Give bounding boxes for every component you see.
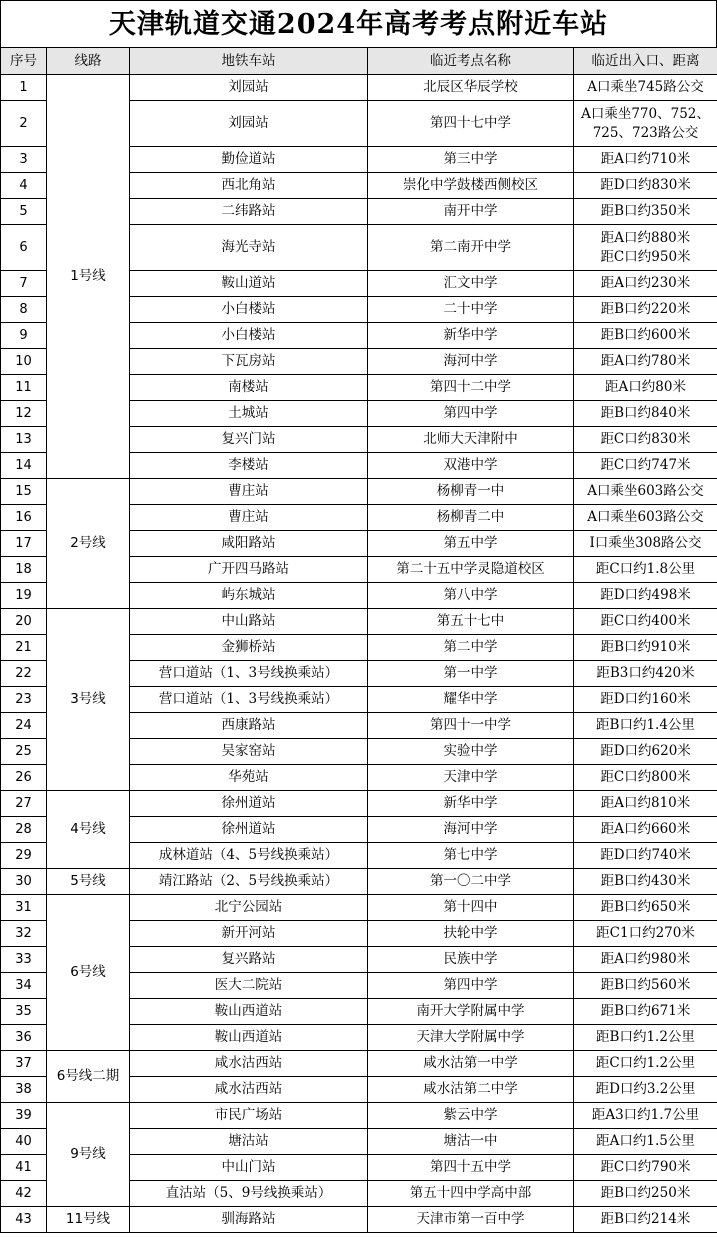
exit-text: A口乘坐745路公交 bbox=[587, 79, 704, 95]
school-name: 天津中学 bbox=[368, 765, 574, 791]
exit-distance bbox=[574, 401, 717, 427]
station-name: 复兴路站 bbox=[130, 947, 368, 973]
table-row bbox=[1, 479, 717, 505]
row-number: 39 bbox=[1, 1103, 47, 1129]
exit-distance bbox=[574, 147, 717, 173]
exit-distance bbox=[574, 895, 717, 921]
row-number: 19 bbox=[1, 583, 47, 609]
exit-text: 距B口约250米 bbox=[600, 1185, 691, 1201]
station-name: 中山路站 bbox=[130, 609, 368, 635]
row-number: 33 bbox=[1, 947, 47, 973]
station-name: 曹庄站 bbox=[130, 479, 368, 505]
exit-text: 距C口约1.2公里 bbox=[595, 1055, 696, 1071]
row-number: 20 bbox=[1, 609, 47, 635]
school-name: 第七中学 bbox=[368, 843, 574, 869]
school-name: 咸水沽第二中学 bbox=[368, 1077, 574, 1103]
school-name: 杨柳青一中 bbox=[368, 479, 574, 505]
exit-distance bbox=[574, 1207, 717, 1233]
exit-distance bbox=[574, 739, 717, 765]
school-name: 崇化中学鼓楼西侧校区 bbox=[368, 173, 574, 199]
exit-distance bbox=[574, 791, 717, 817]
exit-distance bbox=[574, 947, 717, 973]
exit-text: 距B口约430米 bbox=[600, 873, 691, 889]
row-number: 21 bbox=[1, 635, 47, 661]
station-name: 吴家窑站 bbox=[130, 739, 368, 765]
school-name: 第十四中 bbox=[368, 895, 574, 921]
station-name: 海光寺站 bbox=[130, 225, 368, 271]
exit-text: 距B口约560米 bbox=[600, 977, 691, 993]
row-number: 12 bbox=[1, 401, 47, 427]
row-number: 30 bbox=[1, 869, 47, 895]
station-name: 二纬路站 bbox=[130, 199, 368, 225]
header-no: 序号 bbox=[1, 48, 47, 75]
exit-distance bbox=[574, 1129, 717, 1155]
row-number: 8 bbox=[1, 297, 47, 323]
header-school: 临近考点名称 bbox=[368, 48, 574, 75]
station-name: 咸阳路站 bbox=[130, 531, 368, 557]
station-name: 靖江路站（2、5号线换乘站） bbox=[130, 869, 368, 895]
station-name: 南楼站 bbox=[130, 375, 368, 401]
row-number: 41 bbox=[1, 1155, 47, 1181]
exit-text: 距C口约400米 bbox=[600, 613, 691, 629]
row-number: 10 bbox=[1, 349, 47, 375]
table-row bbox=[1, 75, 717, 101]
exit-text: 距B3口约420米 bbox=[596, 665, 695, 681]
school-name: 民族中学 bbox=[368, 947, 574, 973]
exit-text: A口乘坐603路公交 bbox=[587, 483, 704, 499]
exit-text: 距C口约800米 bbox=[600, 769, 691, 785]
station-name: 中山门站 bbox=[130, 1155, 368, 1181]
line-name: 5号线 bbox=[47, 869, 130, 895]
exit-distance bbox=[574, 453, 717, 479]
school-name: 双港中学 bbox=[368, 453, 574, 479]
school-name: 天津市第一百中学 bbox=[368, 1207, 574, 1233]
table-row bbox=[1, 895, 717, 921]
exit-text: 距B口约214米 bbox=[600, 1211, 691, 1227]
exit-text: 距B口约1.4公里 bbox=[596, 717, 695, 733]
school-name: 二十中学 bbox=[368, 297, 574, 323]
school-name: 第一〇二中学 bbox=[368, 869, 574, 895]
row-number: 36 bbox=[1, 1025, 47, 1051]
school-name: 第四十五中学 bbox=[368, 1155, 574, 1181]
exit-distance bbox=[574, 427, 717, 453]
school-name: 咸水沽第一中学 bbox=[368, 1051, 574, 1077]
exit-distance bbox=[574, 1103, 717, 1129]
row-number: 15 bbox=[1, 479, 47, 505]
exit-distance bbox=[574, 349, 717, 375]
row-number: 38 bbox=[1, 1077, 47, 1103]
station-name: 医大二院站 bbox=[130, 973, 368, 999]
station-name: 李楼站 bbox=[130, 453, 368, 479]
station-name: 塘沽站 bbox=[130, 1129, 368, 1155]
exit-text: 距D口约160米 bbox=[600, 691, 691, 707]
exit-distance bbox=[574, 101, 717, 147]
school-name: 第一中学 bbox=[368, 661, 574, 687]
station-name: 勤俭道站 bbox=[130, 147, 368, 173]
station-name: 北宁公园站 bbox=[130, 895, 368, 921]
station-name: 市民广场站 bbox=[130, 1103, 368, 1129]
exit-distance bbox=[574, 843, 717, 869]
exit-text: 距A口约1.5公里 bbox=[596, 1133, 695, 1149]
station-name: 西北角站 bbox=[130, 173, 368, 199]
exit-distance bbox=[574, 869, 717, 895]
exit-distance bbox=[574, 557, 717, 583]
exit-distance bbox=[574, 687, 717, 713]
line-name: 9号线 bbox=[47, 1103, 130, 1207]
school-name: 新华中学 bbox=[368, 791, 574, 817]
school-name: 第二十五中学灵隐道校区 bbox=[368, 557, 574, 583]
exit-text: 距B口约220米 bbox=[600, 301, 691, 317]
exit-distance bbox=[574, 1181, 717, 1207]
exit-text: 距C口约950米 bbox=[600, 248, 691, 265]
exit-distance bbox=[574, 921, 717, 947]
exit-text: 距B口约840米 bbox=[600, 405, 691, 421]
station-table bbox=[0, 47, 717, 1233]
exit-text: 距B口约671米 bbox=[600, 1003, 691, 1019]
station-name: 咸水沽西站 bbox=[130, 1051, 368, 1077]
school-name: 第三中学 bbox=[368, 147, 574, 173]
school-name: 紫云中学 bbox=[368, 1103, 574, 1129]
row-number: 3 bbox=[1, 147, 47, 173]
exit-text: A口乘坐770、752、 bbox=[581, 105, 710, 122]
exit-text: 距B口约910米 bbox=[600, 639, 691, 655]
row-number: 28 bbox=[1, 817, 47, 843]
exit-text: 距D口约830米 bbox=[600, 177, 691, 193]
row-number: 4 bbox=[1, 173, 47, 199]
exit-distance bbox=[574, 609, 717, 635]
exit-text: 距D口约620米 bbox=[600, 743, 691, 759]
school-name: 第四中学 bbox=[368, 973, 574, 999]
station-name: 曹庄站 bbox=[130, 505, 368, 531]
station-name: 华苑站 bbox=[130, 765, 368, 791]
row-number: 13 bbox=[1, 427, 47, 453]
school-name: 第五十七中 bbox=[368, 609, 574, 635]
exit-text: 距B口约1.2公里 bbox=[596, 1029, 695, 1045]
row-number: 18 bbox=[1, 557, 47, 583]
row-number: 5 bbox=[1, 199, 47, 225]
school-name: 第四中学 bbox=[368, 401, 574, 427]
exit-text: 距A口约710米 bbox=[600, 151, 691, 167]
exit-distance bbox=[574, 505, 717, 531]
exit-distance bbox=[574, 199, 717, 225]
line-name: 2号线 bbox=[47, 479, 130, 609]
school-name: 耀华中学 bbox=[368, 687, 574, 713]
exit-distance bbox=[574, 323, 717, 349]
header-station: 地铁车站 bbox=[130, 48, 368, 75]
exit-text: 距A口约80米 bbox=[605, 379, 686, 395]
exit-text: 距C口约790米 bbox=[600, 1159, 691, 1175]
row-number: 17 bbox=[1, 531, 47, 557]
exit-text: 距A口约810米 bbox=[600, 795, 691, 811]
exit-distance bbox=[574, 635, 717, 661]
row-number: 2 bbox=[1, 101, 47, 147]
row-number: 25 bbox=[1, 739, 47, 765]
exit-text: 距C口约747米 bbox=[600, 457, 691, 473]
station-name: 驯海路站 bbox=[130, 1207, 368, 1233]
exit-distance bbox=[574, 531, 717, 557]
school-name: 海河中学 bbox=[368, 817, 574, 843]
station-name: 屿东城站 bbox=[130, 583, 368, 609]
exit-text: 距A口约660米 bbox=[600, 821, 691, 837]
row-number: 26 bbox=[1, 765, 47, 791]
table-row bbox=[1, 609, 717, 635]
row-number: 43 bbox=[1, 1207, 47, 1233]
line-name: 4号线 bbox=[47, 791, 130, 869]
station-name: 新开河站 bbox=[130, 921, 368, 947]
exit-distance bbox=[574, 817, 717, 843]
school-name: 塘沽一中 bbox=[368, 1129, 574, 1155]
station-name: 小白楼站 bbox=[130, 297, 368, 323]
header-exit: 临近出入口、距离 bbox=[574, 48, 717, 75]
station-name: 刘园站 bbox=[130, 75, 368, 101]
station-name: 金狮桥站 bbox=[130, 635, 368, 661]
station-name: 鞍山道站 bbox=[130, 271, 368, 297]
school-name: 第二中学 bbox=[368, 635, 574, 661]
exit-distance bbox=[574, 1155, 717, 1181]
row-number: 24 bbox=[1, 713, 47, 739]
row-number: 22 bbox=[1, 661, 47, 687]
header-row bbox=[1, 48, 717, 75]
school-name: 实验中学 bbox=[368, 739, 574, 765]
table-row bbox=[1, 869, 717, 895]
exit-distance bbox=[574, 479, 717, 505]
station-name: 土城站 bbox=[130, 401, 368, 427]
station-name: 鞍山西道站 bbox=[130, 999, 368, 1025]
school-name: 第二南开中学 bbox=[368, 225, 574, 271]
school-name: 杨柳青二中 bbox=[368, 505, 574, 531]
exit-distance bbox=[574, 713, 717, 739]
station-name: 刘园站 bbox=[130, 101, 368, 147]
exit-distance bbox=[574, 173, 717, 199]
station-name: 广开四马路站 bbox=[130, 557, 368, 583]
row-number: 35 bbox=[1, 999, 47, 1025]
station-name: 小白楼站 bbox=[130, 323, 368, 349]
row-number: 29 bbox=[1, 843, 47, 869]
school-name: 北师大天津附中 bbox=[368, 427, 574, 453]
school-name: 南开大学附属中学 bbox=[368, 999, 574, 1025]
exit-text: 距D口约498米 bbox=[600, 587, 691, 603]
station-name: 复兴门站 bbox=[130, 427, 368, 453]
exit-text: 距C1口约270米 bbox=[596, 925, 695, 941]
school-name: 新华中学 bbox=[368, 323, 574, 349]
exit-distance bbox=[574, 297, 717, 323]
station-name: 下瓦房站 bbox=[130, 349, 368, 375]
row-number: 7 bbox=[1, 271, 47, 297]
table-body bbox=[1, 75, 717, 1233]
row-number: 16 bbox=[1, 505, 47, 531]
station-name: 徐州道站 bbox=[130, 817, 368, 843]
school-name: 第四十二中学 bbox=[368, 375, 574, 401]
school-name: 第四十七中学 bbox=[368, 101, 574, 147]
station-name: 鞍山西道站 bbox=[130, 1025, 368, 1051]
table-row bbox=[1, 1207, 717, 1233]
exit-distance bbox=[574, 661, 717, 687]
exit-text: A口乘坐603路公交 bbox=[587, 509, 704, 525]
station-name: 西康路站 bbox=[130, 713, 368, 739]
row-number: 14 bbox=[1, 453, 47, 479]
exit-text: I口乘坐308路公交 bbox=[589, 535, 702, 551]
row-number: 11 bbox=[1, 375, 47, 401]
row-number: 6 bbox=[1, 225, 47, 271]
exit-distance bbox=[574, 1051, 717, 1077]
row-number: 27 bbox=[1, 791, 47, 817]
exit-distance bbox=[574, 765, 717, 791]
exit-text: 距A口约230米 bbox=[600, 275, 691, 291]
row-number: 31 bbox=[1, 895, 47, 921]
exit-distance bbox=[574, 225, 717, 271]
row-number: 40 bbox=[1, 1129, 47, 1155]
exit-text: 距A口约880米 bbox=[600, 229, 691, 246]
row-number: 9 bbox=[1, 323, 47, 349]
header-line: 线路 bbox=[47, 48, 130, 75]
station-name: 营口道站（1、3号线换乘站） bbox=[130, 661, 368, 687]
page-title: 天津轨道交通2024年高考考点附近车站 bbox=[0, 0, 717, 47]
exit-text: 距B口约650米 bbox=[600, 899, 691, 915]
exit-distance bbox=[574, 271, 717, 297]
exit-text: 距A3口约1.7公里 bbox=[591, 1107, 700, 1123]
station-name: 成林道站（4、5号线换乘站） bbox=[130, 843, 368, 869]
row-number: 1 bbox=[1, 75, 47, 101]
line-name: 6号线 bbox=[47, 895, 130, 1051]
station-name: 徐州道站 bbox=[130, 791, 368, 817]
school-name: 天津大学附属中学 bbox=[368, 1025, 574, 1051]
exit-distance bbox=[574, 583, 717, 609]
exit-distance bbox=[574, 973, 717, 999]
exit-text: 距A口约980米 bbox=[600, 951, 691, 967]
table-row bbox=[1, 1051, 717, 1077]
school-name: 汇文中学 bbox=[368, 271, 574, 297]
school-name: 南开中学 bbox=[368, 199, 574, 225]
exit-text: 725、723路公交 bbox=[592, 124, 699, 141]
school-name: 第五十四中学高中部 bbox=[368, 1181, 574, 1207]
line-name: 1号线 bbox=[47, 75, 130, 479]
school-name: 海河中学 bbox=[368, 349, 574, 375]
exit-distance bbox=[574, 999, 717, 1025]
exit-text: 距C口约830米 bbox=[600, 431, 691, 447]
school-name: 第八中学 bbox=[368, 583, 574, 609]
exit-distance bbox=[574, 1025, 717, 1051]
school-name: 扶轮中学 bbox=[368, 921, 574, 947]
table-row bbox=[1, 1103, 717, 1129]
row-number: 32 bbox=[1, 921, 47, 947]
school-name: 第五中学 bbox=[368, 531, 574, 557]
station-name: 营口道站（1、3号线换乘站） bbox=[130, 687, 368, 713]
exit-distance bbox=[574, 1077, 717, 1103]
table-row bbox=[1, 791, 717, 817]
exit-distance bbox=[574, 375, 717, 401]
exit-text: 距D口约740米 bbox=[600, 847, 691, 863]
line-name: 11号线 bbox=[47, 1207, 130, 1233]
exit-text: 距C口约1.8公里 bbox=[595, 561, 696, 577]
row-number: 34 bbox=[1, 973, 47, 999]
exit-text: 距B口约350米 bbox=[600, 203, 691, 219]
exit-text: 距A口约780米 bbox=[600, 353, 691, 369]
school-name: 第四十一中学 bbox=[368, 713, 574, 739]
exit-distance bbox=[574, 75, 717, 101]
row-number: 23 bbox=[1, 687, 47, 713]
school-name: 北辰区华辰学校 bbox=[368, 75, 574, 101]
exit-text: 距D口约3.2公里 bbox=[595, 1081, 696, 1097]
row-number: 42 bbox=[1, 1181, 47, 1207]
line-name: 6号线二期 bbox=[47, 1051, 130, 1103]
row-number: 37 bbox=[1, 1051, 47, 1077]
station-name: 咸水沽西站 bbox=[130, 1077, 368, 1103]
exit-text: 距B口约600米 bbox=[600, 327, 691, 343]
station-name: 直沽站（5、9号线换乘站） bbox=[130, 1181, 368, 1207]
line-name: 3号线 bbox=[47, 609, 130, 791]
